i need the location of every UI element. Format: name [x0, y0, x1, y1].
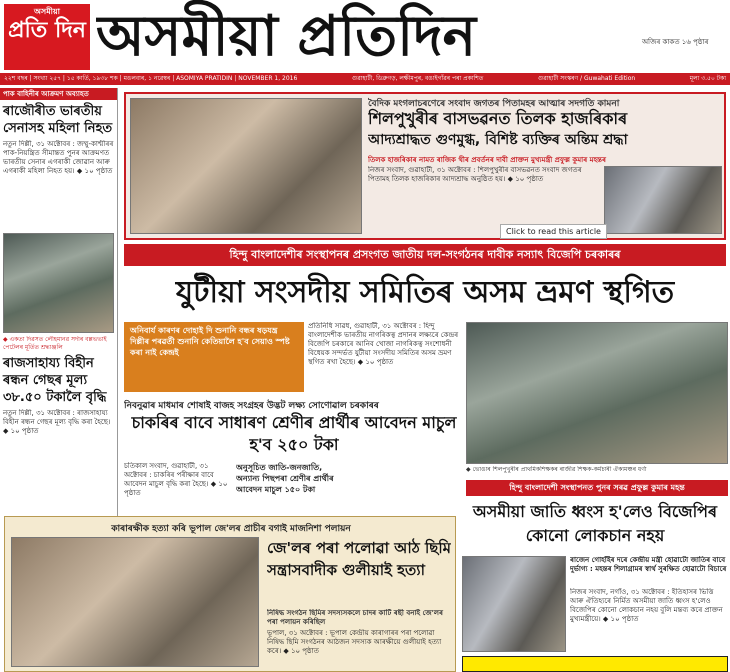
- article-rajouri-body: নতুন দিল্লী, ৩১ অক্টোবৰ : জম্মু-কাশ্মীৰৰ পাক-নিয়ন্ত্ৰিত সীমান্তত পুনৰ আক্ৰমণত ভাৰতীয় সেনাৰ এগৰাকী জোৱান আৰু এগৰাকী মহিলা নিহত হয়। ◆ ১০ পৃষ্ঠাত: [3, 140, 114, 175]
- article-rajouri-headline[interactable]: ৰাজৌৰীত ভাৰতীয় সেনাসহ মহিলা নিহত: [3, 104, 113, 136]
- job-fee-headline[interactable]: চাকৰিৰ বাবে সাধাৰণ শ্ৰেণীৰ প্ৰাৰ্থীৰ আবেদন মাচুল হ'ব ২৫০ টকা: [131, 413, 457, 454]
- bhopal-kicker: কাৰাৰক্ষীক হত্যা কৰি ভূপাল জে'লৰ প্ৰাচীৰ বগাই মাজনিশা পলায়ন: [111, 524, 351, 534]
- top-story-headline-1[interactable]: শিলপুখুৰীৰ বাসভৱনত তিলক হাজৰিকাৰ: [368, 109, 628, 128]
- banner-hindu-bangladeshi: হিন্দু বাংলাদেশীৰ সংস্থাপনৰ প্ৰসংগত জাতীয় দল-সংগঠনৰ দাবীক নস্যাৎ বিজেপি চৰকাৰৰ: [124, 244, 726, 266]
- main-story-body: প্ৰতিনিধি সাৱধ, গুৱাহাটী, ৩১ অক্টোবৰ : হিন্দু বাংলাদেশীক ভাৰতীয় নাগৰিকত্ব প্ৰদানৰ লক্ষ্যৰে কেন্দ্ৰৰ বিজেপি চৰকাৰে আনিব খোজা নাগৰিকত্ব সংশোধনী বিধেয়ক সন্দৰ্ভত যুটীয়া সংসদীয় সমিতিৰ অসম ভ্ৰমণ স্থগিত ৰখা হৈছে। ◆ ১০ পৃষ্ঠাত: [308, 322, 459, 366]
- bhopal-headline[interactable]: জে'লৰ পৰা পলোৱা আঠ ছিমি সন্ত্ৰাসবাদীক গুলীয়াই হত্যা: [267, 539, 451, 579]
- dateline-edition: গুৱাহাটী সংস্কৰণ / Guwahati Edition: [537, 75, 636, 82]
- dateline-issue: ২২শ বছৰ | সংখ্যা ২৫৭ | ১৫ কাৰ্তি, ১৯৩৮ শক | মঙলবাৰ, ১ নৱেম্বৰ | ASOMIYA PRATIDIN | NOVEMBER 1, 2016: [4, 75, 298, 82]
- quote-box: অনিবাৰ্য কাৰণৰ দোহাই দি শুনানি বন্ধৰ ষড়যন্ত্ৰ দিল্লীৰ পৰৱৰ্তী শুনানি কেতিয়ালৈ হ'ব সেয়াও স্পষ্ট কৰা নাই কেন্দ্ৰই: [124, 322, 304, 392]
- photo-tilak-hazarika-portrait: [604, 166, 722, 234]
- job-fee-body-continued: [350, 462, 458, 512]
- dateline-price: মূল্য ৩.৫০ টকা: [689, 75, 726, 82]
- mahanta-body: নিজৰ সংবাদ, নগাঁও, ৩১ অক্টোবৰ : ইতিহাসৰ ভিত্তি আৰু ঐতিহ্যৰে নিৰ্মিত অসমীয়া জাতি ধ্বংস হ'লেও বিজেপিৰ কোনো লোকচান নহয় বুলি মন্তব্য কৰে প্ৰাক্তন মুখ্যমন্ত্ৰীয়ে। ◆ ১০ পৃষ্ঠাত: [570, 588, 723, 623]
- mahanta-headline[interactable]: অসমীয়া জাতি ধ্বংস হ'লেও বিজেপিৰ কোনো লোকচান নহয়: [472, 502, 718, 545]
- mahanta-banner: হিন্দু বাংলাদেশী সংস্থাপনত পুনৰ সৰৱ প্ৰফুল্ল কুমাৰ মহন্ত: [466, 480, 728, 496]
- bhopal-body: ভূপাল, ৩১ অক্টোবৰ : ভূপাল কেন্দ্ৰীয় কাৰাগাৰৰ পৰা পলোৱা নিষিদ্ধ ছিমি সংগঠনৰ আঠজন সদস্যক আৰক্ষীয়ে গুলীয়াই হত্যা কৰে। ◆ ১০ পৃষ্ঠাত: [267, 629, 442, 655]
- photo-shraddha-ceremony: [130, 98, 362, 234]
- photo-unity-day: [3, 233, 114, 333]
- page-count: অজিৰ কাকত ১৬ পৃষ্ঠাৰ: [642, 38, 709, 46]
- photo-teachers-dharna: [466, 322, 728, 464]
- top-story-caption: তিলক হাজৰিকাৰ নামত ৰাজিক থীৰ প্ৰবৰ্তনৰ দাবী প্ৰাক্তন মুখ্যমন্ত্ৰী প্ৰফুল্ল কুমাৰ মহন্তৰ: [368, 156, 606, 164]
- advertisement-strip[interactable]: [462, 656, 728, 672]
- photo-unity-day-caption: ◆ একতা দিৱসত লৌহমানৱ সৰ্দাৰ বল্লভভাই পেটেলৰ মূৰ্তিত শ্ৰদ্ধাঞ্জলি: [3, 336, 107, 351]
- photo-prafulla-mahanta: [462, 556, 566, 652]
- dateline-bar: [0, 73, 730, 85]
- article-lpg-body: নতুন দিল্লী, ৩১ অক্টোবৰ : ৰাজসাহায্য বিহীন ৰন্ধন গেছৰ মূল্য বৃদ্ধি কৰা হৈছে। ◆ ১০ পৃষ্ঠাত: [3, 409, 111, 435]
- main-headline[interactable]: যুটীয়া সংসদীয় সমিতিৰ অসম ভ্ৰমণ স্থগিত: [175, 275, 675, 310]
- top-story-kicker: বৈদিক মংগলাচৰণেৰে সংবাদ জগতৰ পিতামহৰ আত্মাৰ সদগতি কামনা: [368, 99, 620, 109]
- job-fee-subhead: অনুসূচিত জাতি-জনজাতি, অন্যান্য পিছপৰা শ্ৰেণীৰ প্ৰাৰ্থীৰ আবেদন মাচুল ১৫০ টকা: [236, 463, 334, 494]
- bhopal-story-box[interactable]: [4, 516, 456, 672]
- mahanta-kicker: ৰাজেন গোহাঁইৰ দৰে কেন্দ্ৰীয় মন্ত্ৰী হোৱাটো জাতিৰ বাবে দুৰ্ভাগ্য : মহন্তৰ শিলাগ্ৰামৰ স্বাৰ্থ সুৰক্ষিত হোৱাটো বিচাৰে: [570, 556, 727, 573]
- top-story-headline-2[interactable]: আদ্যশ্ৰাদ্ধত গুণমুগ্ধ, বিশিষ্ট ব্যক্তিৰ অন্তিম শ্ৰদ্ধা: [368, 132, 628, 148]
- newspaper-logo: [4, 4, 90, 70]
- job-fee-body: চতিকাল সংবাদ, গুৱাহাটী, ৩১ অক্টোবৰ : চাকৰিৰ পৰীক্ষাৰ বাবে আবেদন মাচুল বৃদ্ধি কৰা হৈছে। ◆ ১০ পৃষ্ঠাত: [124, 462, 228, 497]
- job-fee-kicker: নিবনুৱাৰ মাধমাৰ শোষাই বাজহ সংগ্ৰহৰ উদ্ভট লক্ষ্য সোণোৱাল চৰকাৰৰ: [124, 401, 379, 411]
- top-story-box[interactable]: [124, 92, 726, 240]
- bhopal-subhead: নিষিদ্ধ সংগঠন ছিমিৰ সদস্যসকলে চাদৰ কাটি ৰছী বনাই জে'লৰ পৰা পলায়ন কৰিছিল: [267, 609, 443, 626]
- left-strip: পাক বাহিনীৰ আক্ৰমণ অব্যাহত: [0, 88, 117, 100]
- photo-teachers-dharna-caption: ◆ ভোঙাৰ শিলপুখুৰীৰ প্ৰাথমিকশিক্ষকৰ ৰাজীৱ শিক্ষক-কৰ্মচাৰী ঐক্যমঞ্চৰ ধৰ্ণা: [466, 466, 647, 473]
- masthead-title: অসমীয়া প্ৰতিদিন: [96, 3, 477, 69]
- article-lpg-headline[interactable]: ৰাজসাহায্য বিহীন ৰন্ধন গেছৰ মূল্য ৩৮.৫০ টকালৈ বৃদ্ধি: [3, 356, 107, 405]
- read-article-tooltip[interactable]: Click to read this article: [500, 224, 607, 239]
- photo-bhopal-encounter: [11, 537, 259, 667]
- top-story-body: নিজৰ সংবাদ, গুৱাহাটী, ৩১ অক্টোবৰ : শিলপুখুৰীৰ বাসভৱনত সংবাদ জগতৰ পিতামহ তিলক হাজৰিকাৰ আদ্যশ্ৰাদ্ধ অনুষ্ঠিত হয়। ◆ ১০ পৃষ্ঠাত: [368, 166, 582, 183]
- left-column: [0, 88, 118, 518]
- dateline-published: গুৱাহাটী, ডিব্ৰুগড়, লক্ষীমপুৰ, বঙাইগাঁৱৰ পৰা প্ৰকাশিত: [351, 75, 484, 82]
- logo-big-text: প্ৰতি দিন: [8, 18, 86, 43]
- logo-small-text: অসমীয়া: [34, 7, 60, 16]
